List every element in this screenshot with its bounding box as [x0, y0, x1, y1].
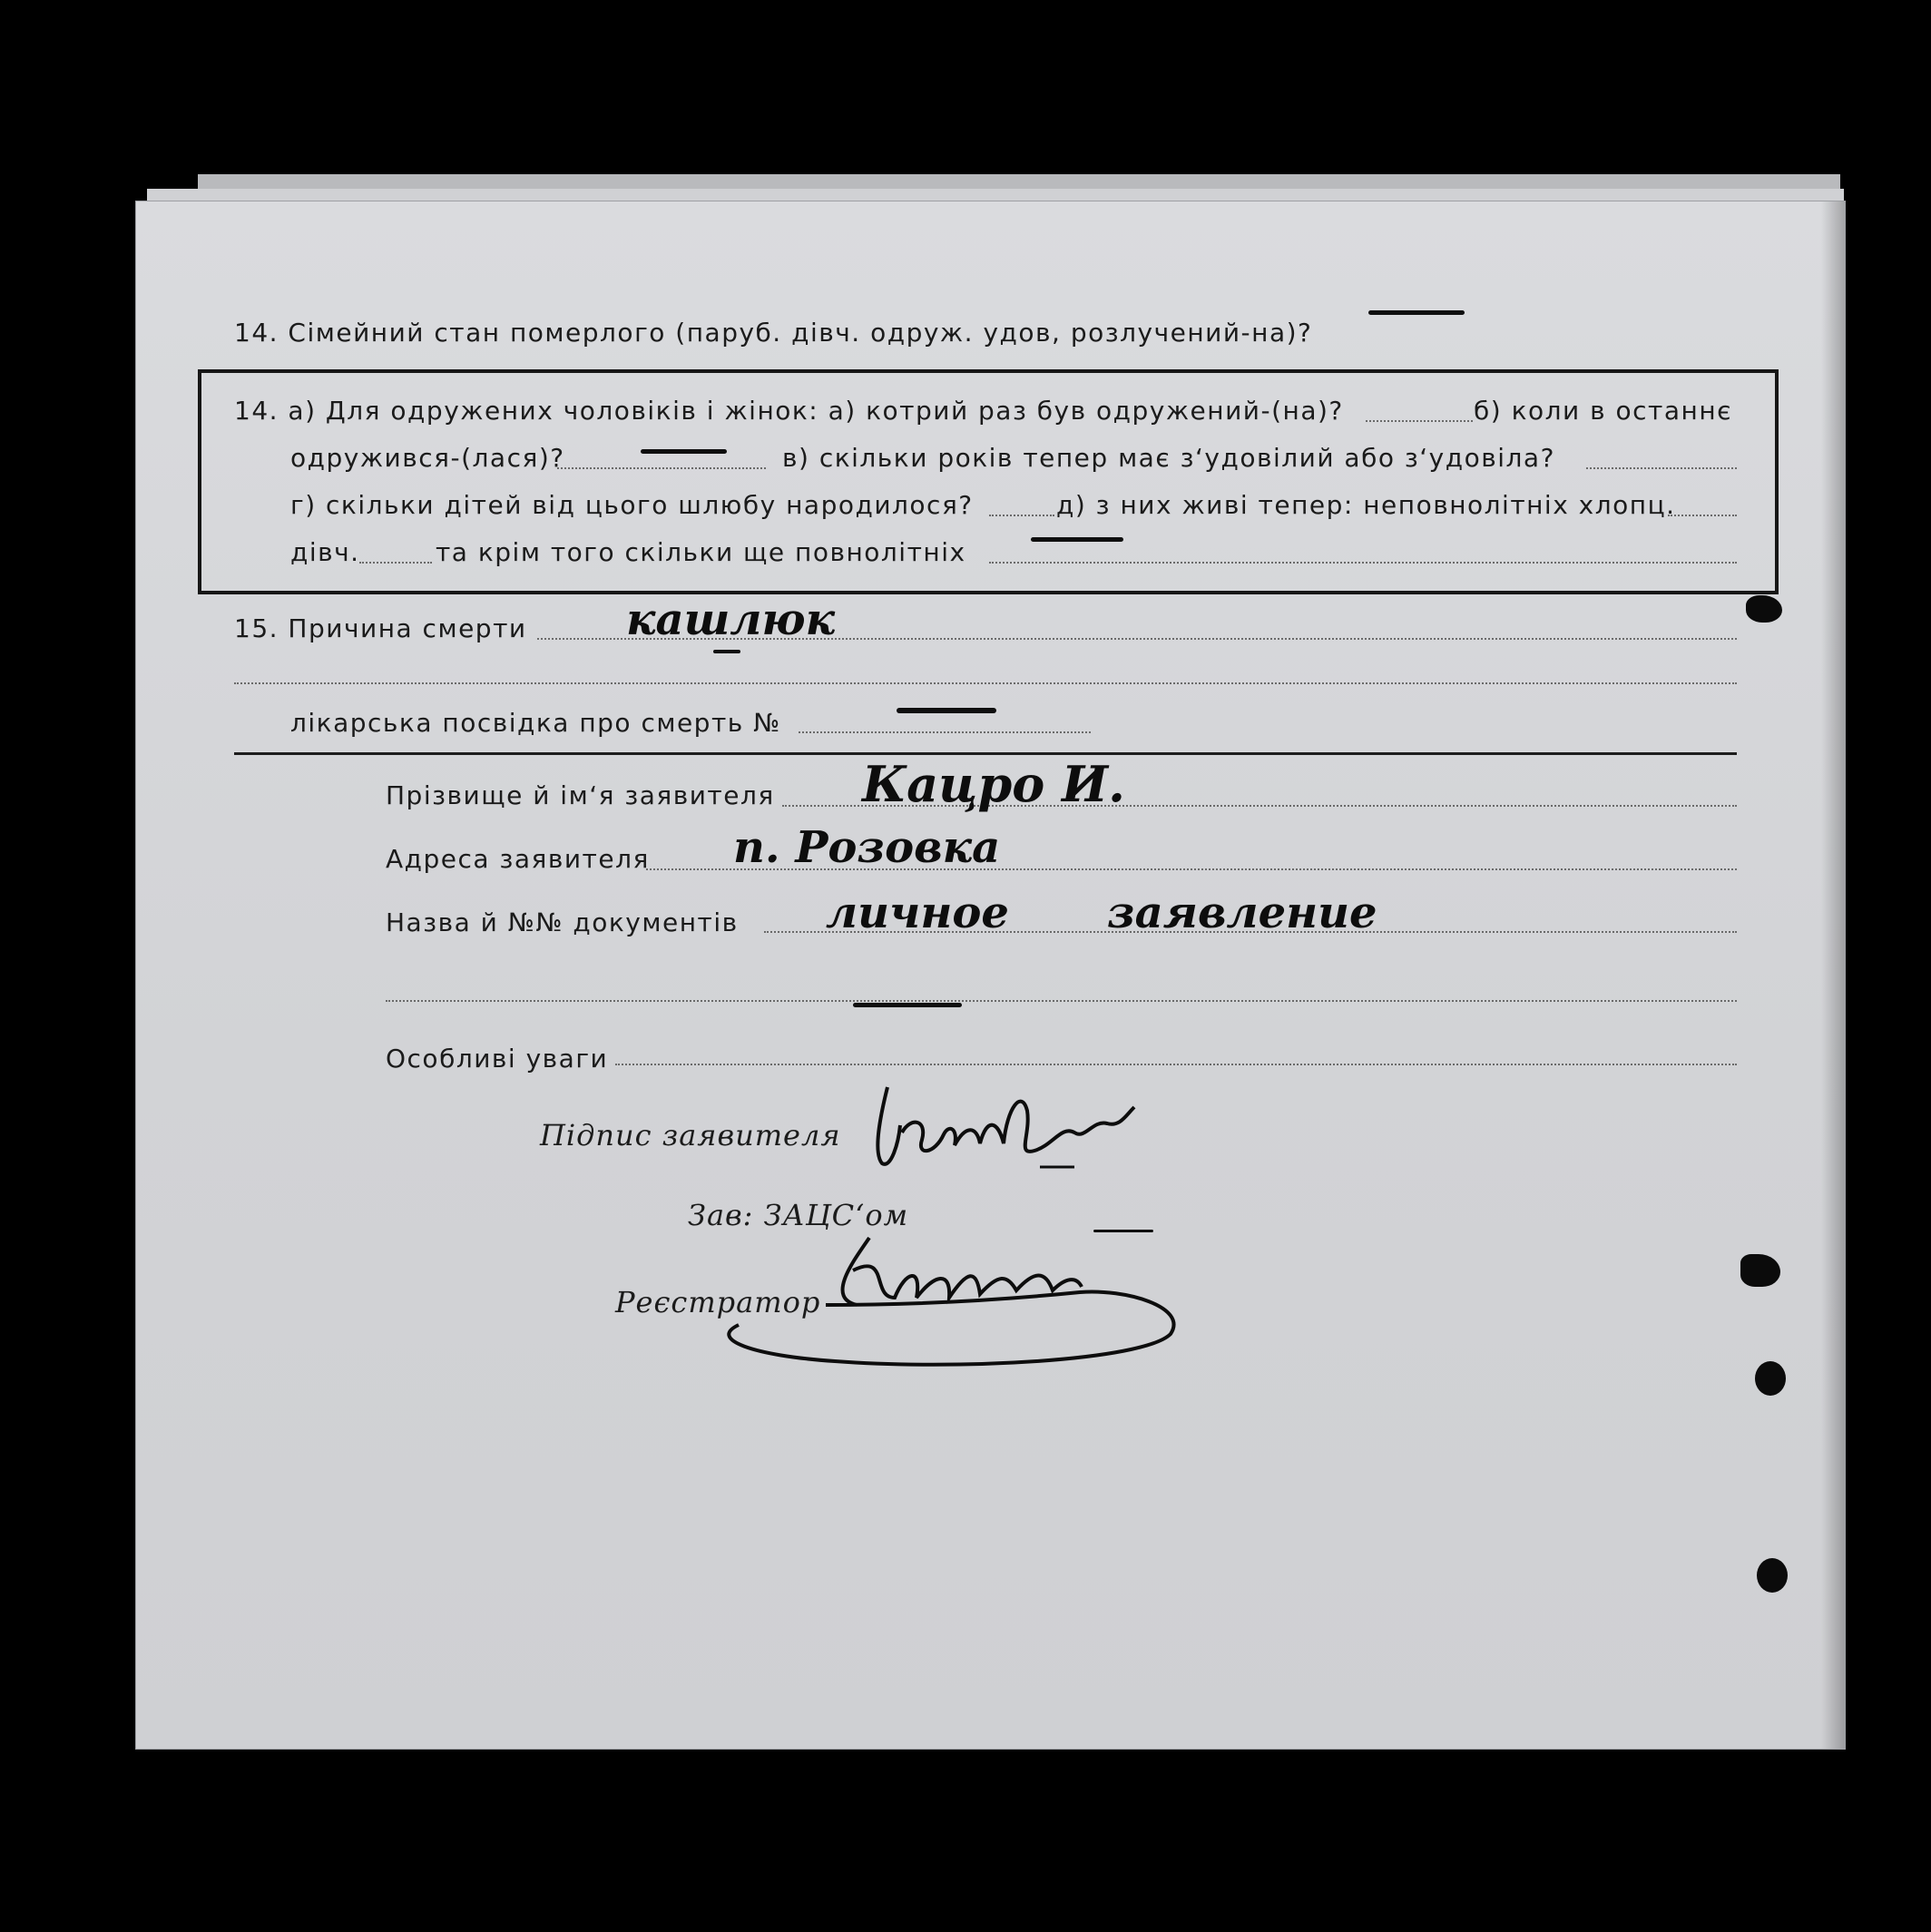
zags-head-label: Зав: ЗАЦС‘ом [688, 1198, 909, 1232]
q14a-adults-field [989, 562, 1737, 564]
q14-answer-dash [1368, 310, 1465, 315]
applicant-name-handwritten: Кацро И. [862, 755, 1125, 813]
q14a-line3-end-text: д) з них живі тепер: неповнолітніх хлопц. [1056, 490, 1676, 520]
q14a-times-married-field [1366, 420, 1473, 422]
q14a-line4-girls-label: дівч. [290, 537, 360, 567]
q14a-adults-dash [1031, 537, 1123, 542]
q14a-last-married-field [557, 467, 766, 469]
q14a-line2-text: одружився-(лася)? [290, 443, 565, 473]
sheet-edge-shadow [1821, 201, 1845, 1749]
binder-hole [1740, 1254, 1780, 1287]
documents-handwritten-1: личное [826, 888, 1009, 938]
documents-field-line2 [386, 1000, 1737, 1002]
registrar-signature [717, 1234, 1189, 1361]
medical-certificate-label: лікарська посвідка про смерть № [290, 708, 781, 738]
applicant-signature [871, 1080, 1162, 1180]
q14a-line2-end-text: в) скільки років тепер має з‘удовілий або з‘удовіла? [782, 443, 1555, 473]
applicant-name-label: Прізвище й ім‘я заявителя [386, 780, 775, 810]
q14-marital-status-label: 14. Сімейний стан померлого (паруб. дівч. одруж. удов, розлучений-на)? [234, 318, 1313, 348]
q14a-minor-girls-field [359, 562, 432, 564]
binder-hole [1755, 1361, 1786, 1396]
medical-certificate-dash [897, 708, 996, 713]
q14a-minor-boys-field [1668, 515, 1737, 516]
q14a-line4-text: та крім того скільки ще повнолітніх [436, 537, 966, 567]
applicant-address-handwritten: п. Розовка [733, 822, 1001, 873]
binder-hole [1746, 595, 1782, 623]
q14a-line3-text: г) скільки дітей від цього шлюбу народилося? [290, 490, 974, 520]
medical-certificate-field [799, 731, 1091, 733]
applicant-address-label: Адреса заявителя [386, 844, 650, 874]
q14a-widowed-years-field [1586, 467, 1737, 469]
documents-handwritten-2: заявление [1107, 888, 1377, 938]
applicant-signature-label: Підпис заявителя [540, 1118, 841, 1152]
q15-cause-field-line2 [234, 682, 1737, 684]
q14a-line1-text: 14. а) Для одружених чоловіків і жінок: а) котрий раз був одружений-(на)? [234, 396, 1344, 426]
documents-line2-dash [853, 1003, 962, 1007]
binder-hole [1757, 1558, 1788, 1593]
cause-underline-mark [713, 650, 740, 653]
registrar-label: Реєстратор [615, 1285, 821, 1319]
q14a-line1-end-text: б) коли в останнє [1474, 396, 1733, 426]
remarks-field [615, 1064, 1737, 1065]
zags-head-dash [1093, 1230, 1153, 1232]
remarks-label: Особливі уваги [386, 1044, 609, 1074]
q15-cause-of-death-label: 15. Причина смерти [234, 613, 527, 643]
documents-label: Назва й №№ документів [386, 907, 739, 937]
q14a-children-born-field [989, 515, 1054, 516]
q14a-last-married-dash [641, 449, 727, 454]
cause-of-death-handwritten: кашлюк [626, 594, 836, 645]
